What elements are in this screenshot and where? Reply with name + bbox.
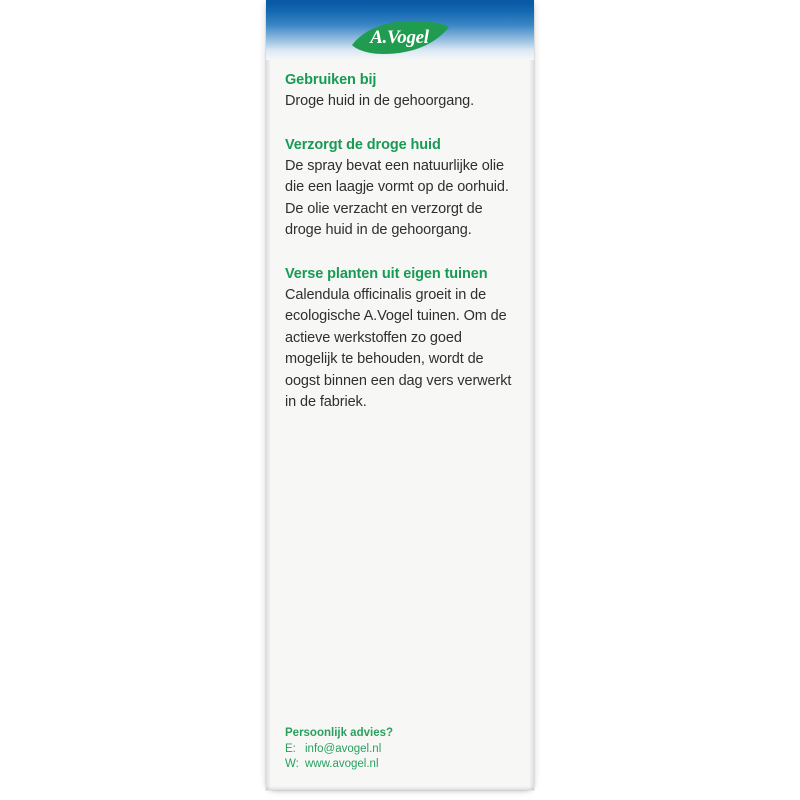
panel-bottom-edge-shadow xyxy=(266,786,534,790)
section-gebruiken-bij xyxy=(285,70,513,113)
section-body: Calendula officinalis groeit in de ecologische A.Vogel tuinen. Om de actieve werkstoffen zo goed mogelijk te behouden, wordt de oogst binnen een dag vers verwerkt in de fabriek. xyxy=(285,286,512,410)
contact-label-email: E: xyxy=(285,743,296,755)
panel-body-copy xyxy=(285,70,513,414)
section-heading: Verse planten uit eigen tuinen xyxy=(285,265,488,282)
contact-value-email: info@avogel.nl xyxy=(305,743,382,755)
section-verzorgt-de-droge-huid xyxy=(285,135,513,242)
leaf-logo-icon xyxy=(348,18,453,57)
section-body: Droge huid in de gehoorgang. xyxy=(285,93,475,109)
contact-footer-title: Persoonlijk advies? xyxy=(285,727,394,739)
contact-row-website xyxy=(285,757,513,772)
panel-left-edge-shadow xyxy=(266,0,271,790)
carton-side-panel xyxy=(266,0,534,790)
contact-value-website: www.avogel.nl xyxy=(305,758,379,770)
contact-footer xyxy=(285,726,513,772)
contact-row-email xyxy=(285,742,513,757)
panel-right-edge-shadow xyxy=(529,0,534,790)
section-heading: Verzorgt de droge huid xyxy=(285,136,441,153)
brand-wordmark: A.Vogel xyxy=(370,26,429,48)
section-heading: Gebruiken bij xyxy=(285,72,377,88)
section-body: De spray bevat een natuurlijke olie die een laagje vormt op de oorhuid. De olie verzacht en verzorgt de droge huid in de gehoorgang. xyxy=(285,157,509,238)
section-verse-planten-uit-eigen-tuinen xyxy=(285,264,513,414)
contact-label-website: W: xyxy=(285,758,299,770)
